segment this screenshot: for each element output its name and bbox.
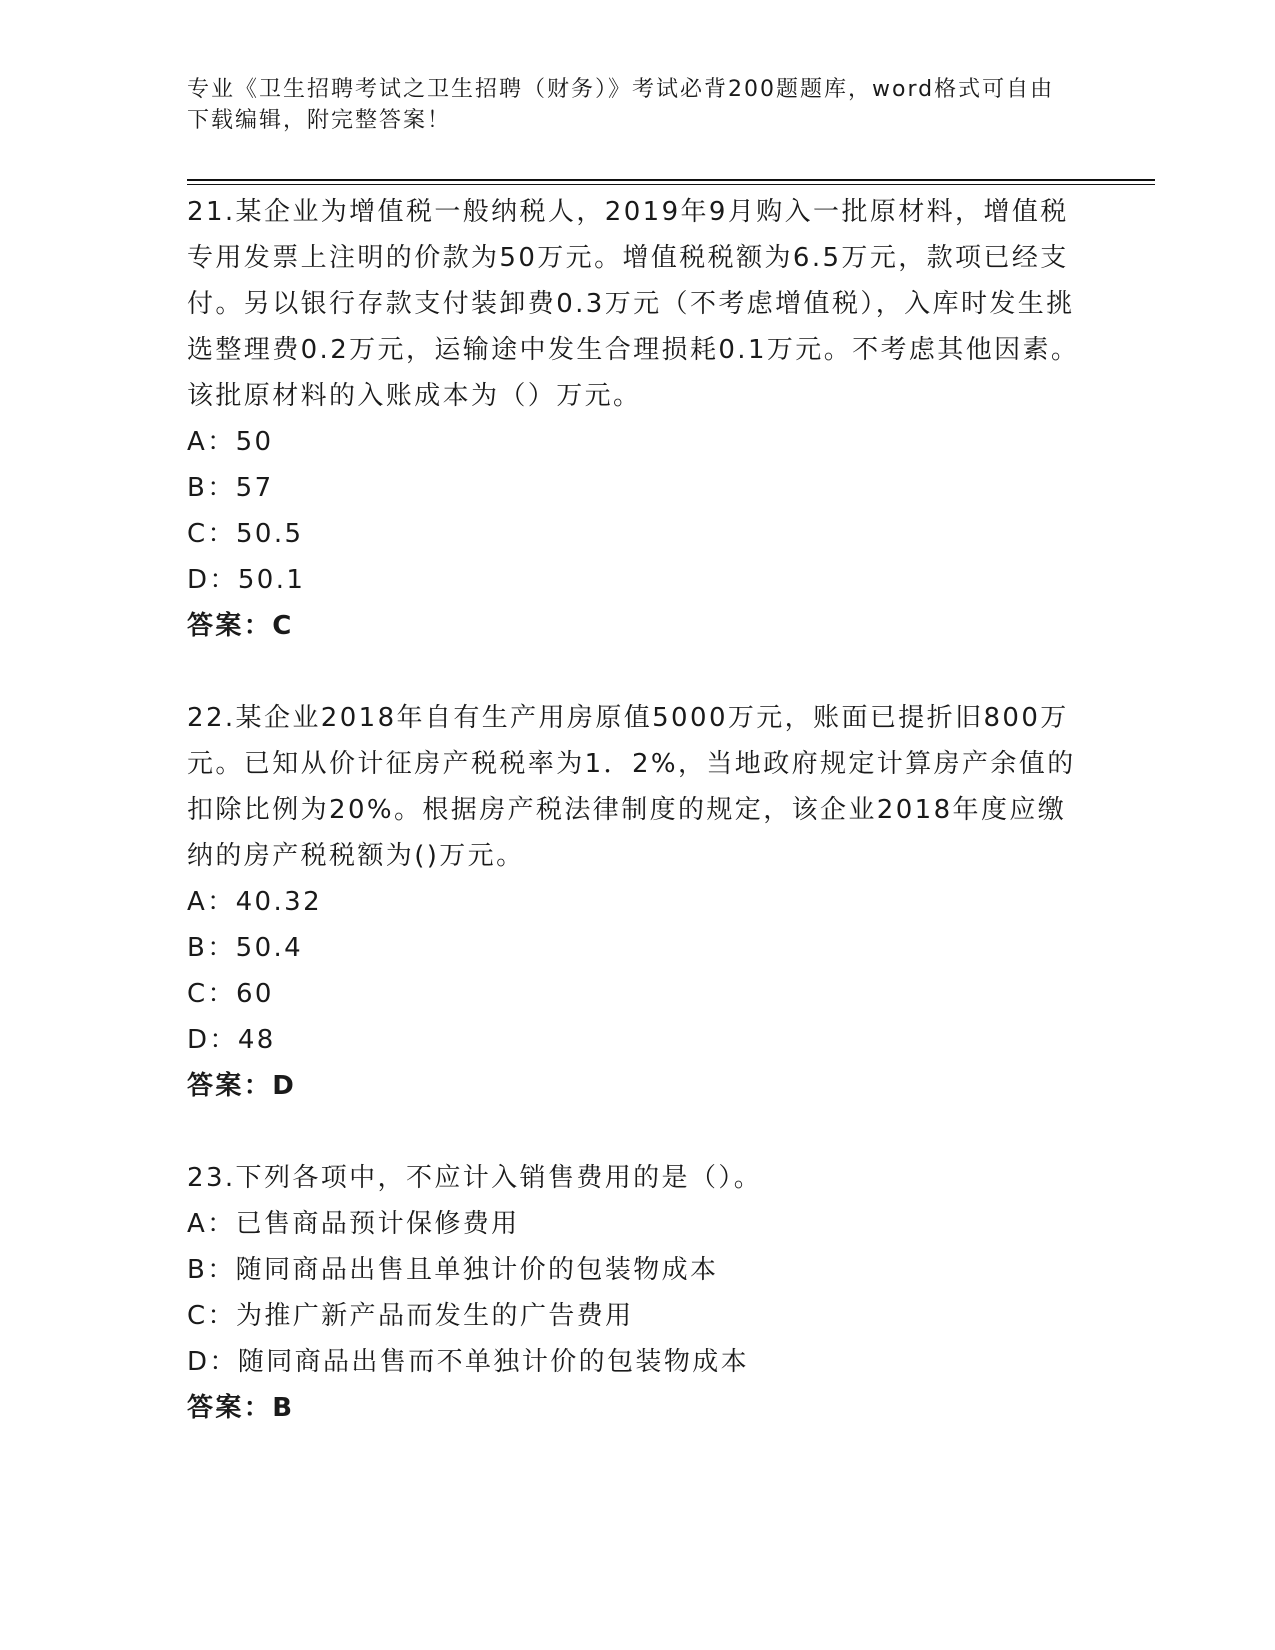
answer: 答案：C <box>187 611 294 641</box>
option-c: C：60 <box>187 979 274 1009</box>
question-list <box>187 189 1087 1477</box>
header-divider-thick <box>187 179 1155 181</box>
document-header: 专业《卫生招聘考试之卫生招聘（财务）》考试必背200题题库，word格式可自由下载编辑，附完整答案！ <box>187 77 1055 133</box>
question-23 <box>187 1155 1087 1431</box>
option-d: D：50.1 <box>187 565 306 595</box>
option-d: D：随同商品出售而不单独计价的包装物成本 <box>187 1347 750 1377</box>
answer: 答案：D <box>187 1071 297 1101</box>
option-a: A：50 <box>187 427 274 457</box>
question-stem: 23.下列各项中，不应计入销售费用的是（）。 <box>187 1163 763 1193</box>
answer: 答案：B <box>187 1393 295 1423</box>
option-b: B：50.4 <box>187 933 304 963</box>
question-22 <box>187 695 1087 1109</box>
option-d: D：48 <box>187 1025 276 1055</box>
option-c: C：为推广新产品而发生的广告费用 <box>187 1301 634 1331</box>
option-a: A：40.32 <box>187 887 323 917</box>
question-stem: 22.某企业2018年自有生产用房原值5000万元，账面已提折旧800万元。已知从价计征房产税税率为1．2%，当地政府规定计算房产余值的扣除比例为20%。根据房产税法律制度的规定，该企业2018年度应缴纳的房产税税额为()万元。 <box>187 703 1076 871</box>
question-stem: 21.某企业为增值税一般纳税人，2019年9月购入一批原材料，增值税专用发票上注明的价款为50万元。增值税税额为6.5万元，款项已经支付。另以银行存款支付装卸费0.3万元（不考虑增值税），入库时发生挑选整理费0.2万元，运输途中发生合理损耗0.1万元。不考虑其他因素。该批原材料的入账成本为（）万元。 <box>187 197 1080 411</box>
option-b: B：57 <box>187 473 274 503</box>
question-21 <box>187 189 1087 649</box>
header-divider-thin <box>187 184 1155 185</box>
option-b: B：随同商品出售且单独计价的包装物成本 <box>187 1255 719 1285</box>
option-c: C：50.5 <box>187 519 304 549</box>
option-a: A：已售商品预计保修费用 <box>187 1209 520 1239</box>
